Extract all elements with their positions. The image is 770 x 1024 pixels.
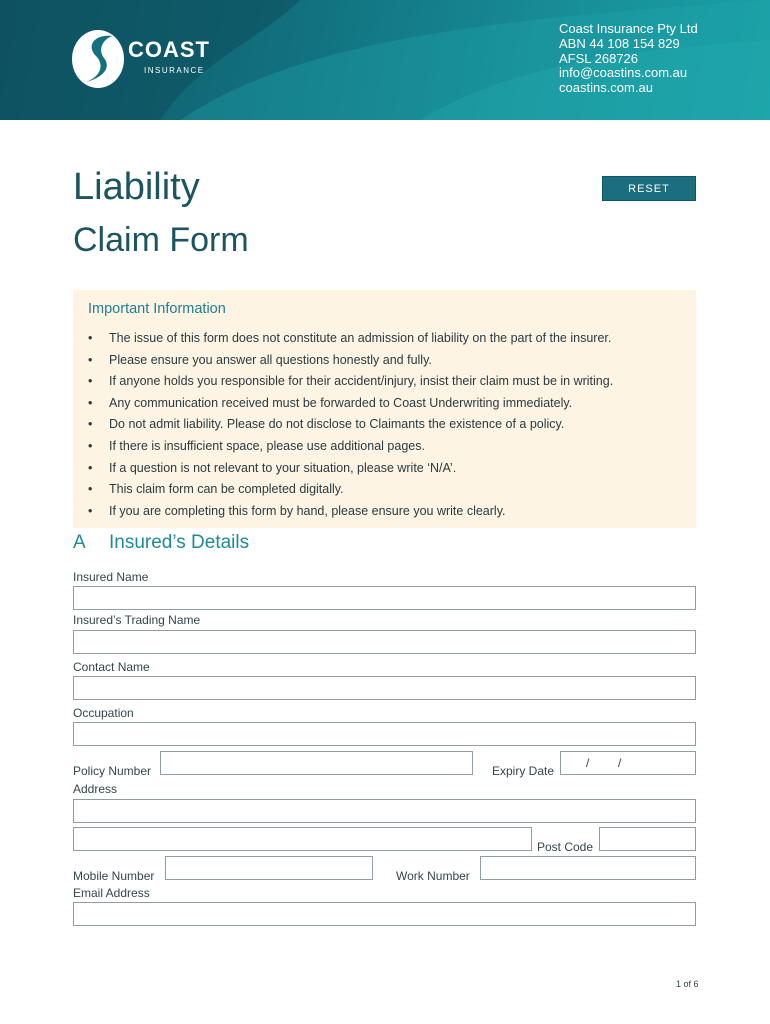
- coast-logo: [72, 28, 232, 90]
- list-item: • Do not admit liability. Please do not disclose to Claimants the existence of a policy.: [88, 414, 688, 436]
- post-code-label: Post Code: [537, 840, 594, 854]
- work-number-label: Work Number: [396, 869, 470, 883]
- trading-name-field[interactable]: [73, 630, 696, 654]
- occupation-label: Occupation: [73, 706, 134, 720]
- expiry-date-label: Expiry Date: [492, 764, 555, 778]
- date-separator: /: [586, 756, 590, 770]
- reset-button[interactable]: RESET: [602, 176, 696, 201]
- mobile-number-label: Mobile Number: [73, 869, 155, 883]
- date-separator: /: [618, 756, 622, 770]
- company-abn: ABN 44 108 154 829: [559, 35, 680, 51]
- important-information-heading: Important Information: [88, 301, 226, 317]
- company-afsl: AFSL 268726: [559, 50, 639, 66]
- post-code-field[interactable]: [599, 827, 696, 851]
- logo-wordmark: COAST: [128, 37, 210, 62]
- mobile-number-field[interactable]: [165, 856, 373, 880]
- page-title-line1: Liability: [73, 166, 200, 208]
- list-item: • Please ensure you answer all questions honestly and fully.: [88, 350, 688, 372]
- work-number-field[interactable]: [480, 856, 696, 880]
- list-item: • If a question is not relevant to your situation, please write ‘N/A’.: [88, 458, 688, 480]
- contact-name-label: Contact Name: [73, 660, 150, 674]
- email-address-label: Email Address: [73, 886, 150, 900]
- header-banner: [0, 0, 770, 120]
- policy-number-label: Policy Number: [73, 764, 152, 778]
- expiry-date-field[interactable]: [560, 751, 696, 775]
- company-details: [559, 22, 698, 96]
- important-information-box: [73, 290, 696, 528]
- company-website: coastins.com.au: [559, 80, 653, 96]
- insured-name-label: Insured Name: [73, 570, 149, 584]
- list-item: • This claim form can be completed digitally.: [88, 479, 688, 501]
- policy-number-field[interactable]: [160, 751, 473, 775]
- company-name: Coast Insurance Pty Ltd: [559, 21, 698, 36]
- list-item: • Any communication received must be forwarded to Coast Underwriting immediately.: [88, 393, 688, 415]
- logo-mark-icon: [72, 28, 128, 90]
- insured-name-field[interactable]: [73, 586, 696, 610]
- page-title-line2: Claim Form: [73, 221, 249, 259]
- trading-name-label: Insured’s Trading Name: [73, 613, 201, 627]
- list-item: • If anyone holds you responsible for their accident/injury, insist their claim must be in writing.: [88, 371, 688, 393]
- section-letter: A: [73, 532, 86, 553]
- occupation-field[interactable]: [73, 722, 696, 746]
- email-address-field[interactable]: [73, 902, 696, 926]
- address-line1-field[interactable]: [73, 799, 696, 823]
- company-email: info@coastins.com.au: [559, 65, 688, 81]
- important-information-list: [88, 328, 688, 522]
- page-number: 1 of 6: [676, 979, 699, 989]
- section-title: Insured’s Details: [109, 532, 250, 553]
- list-item: • The issue of this form does not constitute an admission of liability on the part of the insurer.: [88, 328, 688, 350]
- list-item: • If you are completing this form by hand, please ensure you write clearly.: [88, 501, 688, 523]
- logo-subtitle: INSURANCE: [144, 66, 205, 75]
- address-label: Address: [73, 782, 118, 796]
- address-line2-field[interactable]: [73, 827, 532, 851]
- contact-name-field[interactable]: [73, 676, 696, 700]
- list-item: • If there is insufficient space, please use additional pages.: [88, 436, 688, 458]
